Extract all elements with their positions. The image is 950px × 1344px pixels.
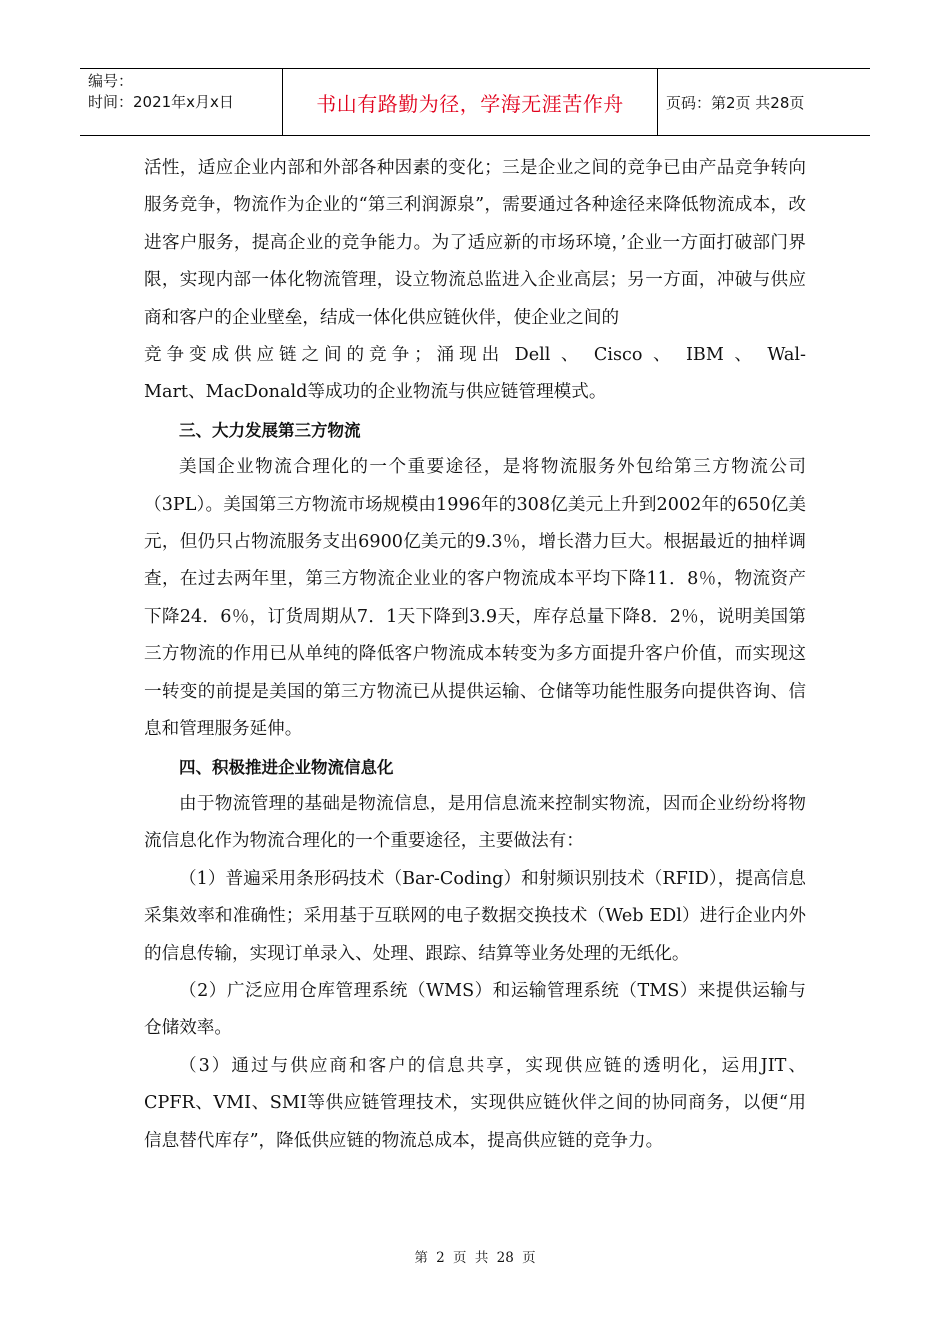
- paragraph-companies-line: 竞争变成供应链之间的竞争；涌现出 Dell 、 Cisco 、 IBM 、 Wal-: [144, 345, 806, 366]
- list-item-1: （1）普遍采用条形码技术（Bar-Coding）和射频识别技术（RFID），提高信息采集效率和准确性；采用基于互联网的电子数据交换技术（Web EDl）进行企业内外的信息传输，实现订单录入、处理、跟踪、结算等业务处理的无纸化。: [144, 868, 806, 964]
- header-page-info: 页码：第2页 共28页: [666, 93, 805, 112]
- paragraph-third-party-logistics: 美国企业物流合理化的一个重要途径，是将物流服务外包给第三方物流公司（3PL）。美国第三方物流市场规模由1996年的308亿美元上升到2002年的650亿美元，但仍只占物流服务支出6900亿美元的9.3％，增长潜力巨大。根据最近的抽样调查，在过去两年里，第三方物流企业业的客户物流成本平均下降11．8％，物流资产下降24．6％，订货周期从7．1天下降到3.9天，库存总量下降8．2％，说明美国第三方物流的作用已从单纯的降低客户物流成本转变为多方面提升客户价值，而实现这一转变的前提是美国的第三方物流已从提供运输、仓储等功能性服务向提供咨询、信息和管理服务延伸。: [144, 457, 806, 740]
- header-motto: 书山有路勤为径，学海无涯苦作舟: [283, 69, 658, 135]
- paragraph-informatization-intro: 由于物流管理的基础是物流信息，是用信息流来控制实物流，因而企业纷纷将物流信息化作为物流合理化的一个重要途径，主要做法有：: [144, 793, 806, 852]
- paragraph-companies-end: Mart、MacDonald等成功的企业物流与供应链管理模式。: [144, 382, 607, 403]
- paragraph-continuation: 活性，适应企业内部和外部各种因素的变化；三是企业之间的竞争已由产品竞争转向服务竞争，物流作为企业的“第三利润源泉”，需要通过各种途径来降低物流成本，改进客户服务，提高企业的竞争能力。为了适应新的市场环境，’企业一方面打破部门界限，实现内部一体化物流管理，设立物流总监进入企业高层；另一方面，冲破与供应商和客户的企业壁垒，结成一体化供应链伙伴，使企业之间的: [144, 158, 806, 328]
- list-item-3: （3）通过与供应商和客户的信息共享，实现供应链的透明化，运用JIT、CPFR、VMI、SMI等供应链管理技术，实现供应链伙伴之间的协同商务，以便“用信息替代库存”，降低供应链的物流总成本，提高供应链的竞争力。: [144, 1055, 806, 1151]
- document-number: 编号：: [88, 72, 134, 90]
- document-header: [80, 68, 870, 136]
- page-footer: 第 2 页 共 28 页: [414, 1250, 536, 1266]
- document-date: 时间：2021年x月x日: [88, 93, 234, 111]
- list-item-2: （2）广泛应用仓库管理系统（WMS）和运输管理系统（TMS）来提供运输与仓储效率。: [144, 980, 806, 1039]
- header-meta: [80, 69, 283, 135]
- section-heading-4: 四、积极推进企业物流信息化: [179, 757, 394, 777]
- section-heading-3: 三、大力发展第三方物流: [179, 420, 361, 440]
- document-body: [144, 150, 806, 1160]
